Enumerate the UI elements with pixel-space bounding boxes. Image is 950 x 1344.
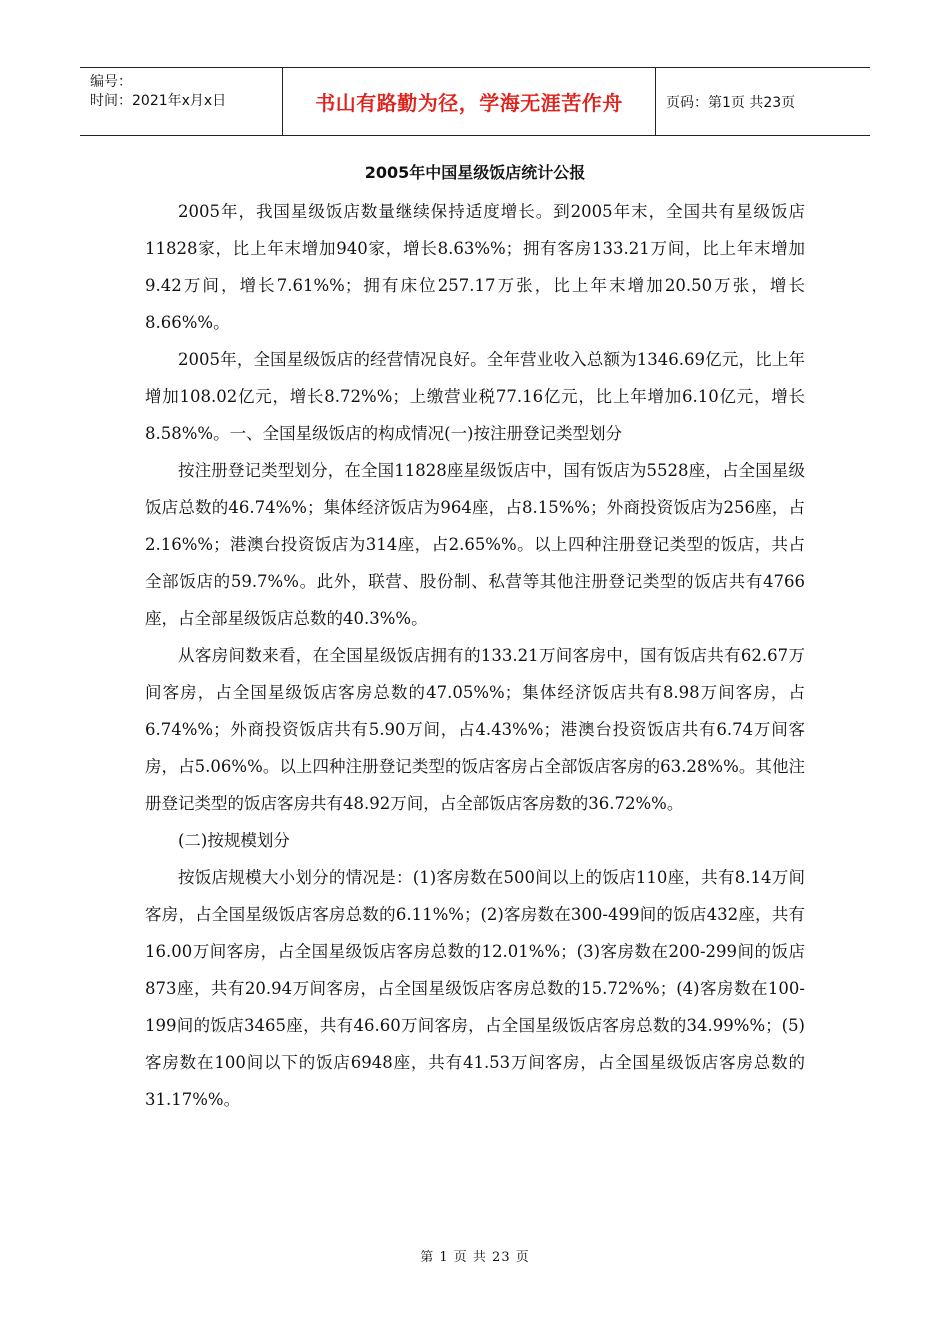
document-header: [80, 67, 870, 136]
number-label: 编号：: [90, 74, 132, 90]
document-body: [145, 193, 805, 1118]
header-slogan: 书山有路勤为径，学海无涯苦作舟: [283, 68, 656, 135]
paragraph: 按注册登记类型划分，在全国11828座星级饭店中，国有饭店为5528座，占全国星级饭店总数的46.74%%；集体经济饭店为964座，占8.15%%；外商投资饭店为256座，占2.16%%；港澳台投资饭店为314座，占2.65%%。以上四种注册登记类型的饭店，共占全部饭店的59.7%%。此外，联营、股份制、私营等其他注册登记类型的饭店共有4766座，占全部星级饭店总数的40.3%%。: [145, 461, 805, 628]
paragraph: 从客房间数来看，在全国星级饭店拥有的133.21万间客房中，国有饭店共有62.67万间客房，占全国星级饭店客房总数的47.05%%；集体经济饭店共有8.98万间客房，占6.74%%；外商投资饭店共有5.90万间，占4.43%%；港澳台投资饭店共有6.74万间客房，占5.06%%。以上四种注册登记类型的饭店客房占全部饭店客房的63.28%%。其他注册登记类型的饭店客房共有48.92万间，占全部饭店客房数的36.72%%。: [145, 646, 805, 813]
time-label: 时间：2021年x月x日: [90, 93, 227, 109]
header-page-info: 页码：第1页 共23页: [666, 94, 796, 111]
paragraph: 2005年，全国星级饭店的经营情况良好。全年营业收入总额为1346.69亿元，比上年增加108.02亿元，增长8.72%%；上缴营业税77.16亿元，比上年增加6.10亿元，增长8.58%%。一、全国星级饭店的构成情况(一)按注册登记类型划分: [145, 350, 805, 443]
document-title: 2005年中国星级饭店统计公报: [364, 163, 586, 182]
paragraph: 2005年，我国星级饭店数量继续保持适度增长。到2005年末，全国共有星级饭店11828家，比上年末增加940家，增长8.63%%；拥有客房133.21万间，比上年末增加9.42万间，增长7.61%%；拥有床位257.17万张，比上年末增加20.50万张，增长8.66%%。: [145, 202, 805, 332]
paragraph: 按饭店规模大小划分的情况是：(1)客房数在500间以上的饭店110座，共有8.14万间客房，占全国星级饭店客房总数的6.11%%；(2)客房数在300-499间的饭店432座，共有16.00万间客房，占全国星级饭店客房总数的12.01%%；(3)客房数在200-299间的饭店873座，共有20.94万间客房，占全国星级饭店客房总数的15.72%%；(4)客房数在100-199间的饭店3465座，共有46.60万间客房，占全国星级饭店客房总数的34.99%%；(5)客房数在100间以下的饭店6948座，共有41.53万间客房，占全国星级饭店客房总数的31.17%%。: [145, 868, 805, 1109]
section-heading: (二)按规模划分: [178, 831, 290, 850]
header-meta: [80, 68, 283, 135]
page-footer: 第 1 页 共 23 页: [420, 1250, 530, 1265]
